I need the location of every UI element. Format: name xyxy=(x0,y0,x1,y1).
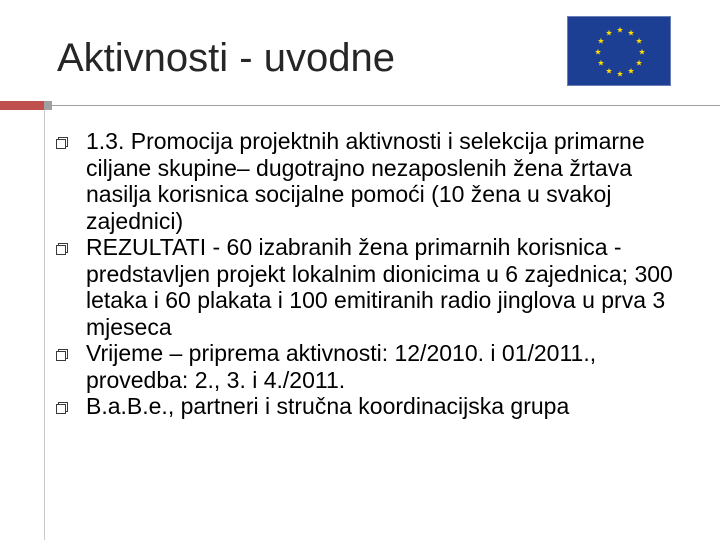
square-bullet-icon xyxy=(56,137,67,148)
eu-flag-icon xyxy=(567,16,671,86)
eu-star-icon xyxy=(636,38,642,44)
slide-title: Aktivnosti - uvodne xyxy=(57,36,395,80)
bullet-list xyxy=(56,128,696,420)
eu-stars-icon xyxy=(568,17,672,87)
left-margin-rule xyxy=(44,110,45,540)
bullet-item xyxy=(56,393,696,420)
title-rule xyxy=(52,105,720,106)
eu-star-icon xyxy=(639,49,645,55)
bullet-text: REZULTATI - 60 izabranih žena primarnih korisnica - predstavljen projekt lokalnim dionicima u 6 zajednica; 300 letaka i 60 plakata i 100 emitiranih radio jinglova u prva 3 mjeseca xyxy=(86,234,673,340)
bullet-text: Vrijeme – priprema aktivnosti: 12/2010. i 01/2011., provedba: 2., 3. i 4./2011. xyxy=(86,340,597,393)
bullet-text: B.a.B.e., partneri i stručna koordinacijska grupa xyxy=(86,393,570,419)
eu-star-icon xyxy=(598,38,604,44)
bullet-item xyxy=(56,128,696,234)
eu-star-icon xyxy=(606,68,612,74)
eu-star-icon xyxy=(595,49,601,55)
square-bullet-icon xyxy=(56,243,67,254)
square-bullet-icon xyxy=(56,402,67,413)
eu-star-icon xyxy=(628,68,634,74)
eu-star-icon xyxy=(617,27,623,33)
bullet-item xyxy=(56,340,696,393)
eu-star-icon xyxy=(617,71,623,77)
eu-star-icon xyxy=(636,60,642,66)
square-bullet-icon xyxy=(56,349,67,360)
eu-star-icon xyxy=(628,30,634,36)
bullet-text: 1.3. Promocija projektnih aktivnosti i selekcija primarne ciljane skupine– dugotrajno nezaposlenih žena žrtava nasilja korisnica socijalne pomoći (10 žena u svakoj zajednici) xyxy=(86,128,645,234)
eu-star-icon xyxy=(606,30,612,36)
title-rule-accent xyxy=(0,101,44,110)
bullet-item xyxy=(56,234,696,340)
eu-star-icon xyxy=(598,60,604,66)
title-rule-joint xyxy=(44,101,52,110)
